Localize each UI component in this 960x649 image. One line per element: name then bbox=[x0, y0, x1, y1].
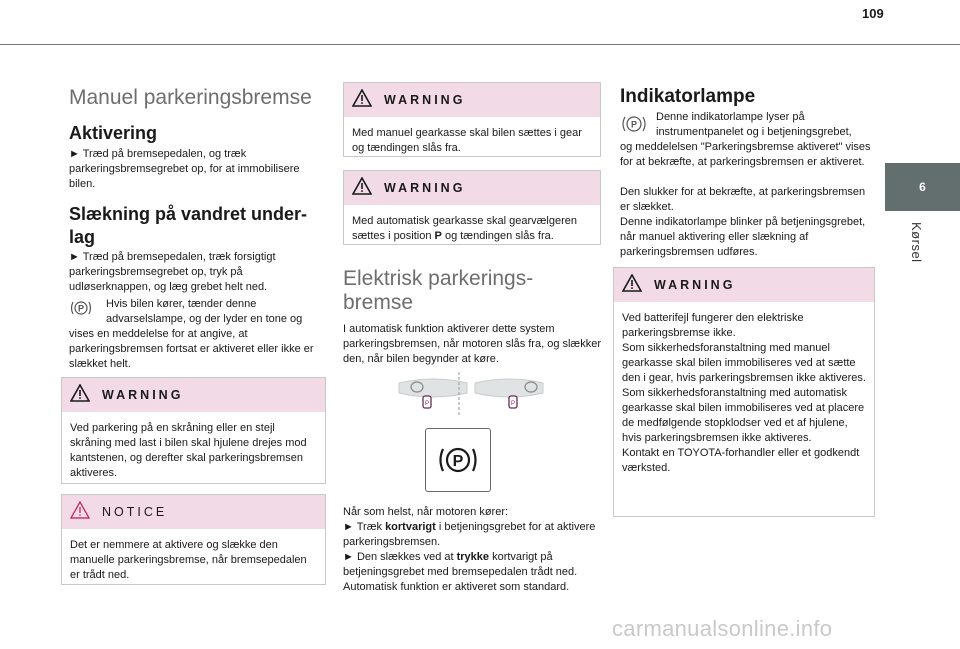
svg-text:P: P bbox=[630, 119, 638, 130]
section-title-electric-line2: bremse bbox=[343, 291, 414, 314]
electric-intro: I automatisk funktion aktiverer dette system parkeringsbremsen, når motoren slås fra, og slækker den, når bilen begynder at køre. bbox=[343, 323, 601, 365]
notice-header bbox=[62, 495, 325, 529]
svg-text:P: P bbox=[510, 401, 516, 407]
chapter-tab[interactable] bbox=[885, 163, 960, 211]
notice-title: NOTICE bbox=[102, 505, 168, 519]
svg-text:P: P bbox=[77, 303, 85, 314]
pull-prefix: ► Træk bbox=[343, 521, 386, 533]
parking-brake-indicator-icon bbox=[620, 114, 648, 139]
warning-icon bbox=[622, 274, 642, 297]
section-title-electric-line1: Elektrisk parkerings- bbox=[343, 267, 534, 290]
warning-text-after: og tændingen slås fra. bbox=[441, 230, 554, 242]
indicator-line2: instrumentpanelet og i betjeningsgrebet, bbox=[656, 126, 852, 138]
warning-body: Ved parkering på en skråning eller en stejl skråning med last i bilen skal hjulene drejes mod kantstenen, og derefter skal parkeringsbremsen aktiveres. bbox=[70, 422, 307, 479]
switch-pull-illustration bbox=[393, 377, 473, 418]
parking-brake-indicator-icon bbox=[69, 299, 93, 322]
warning-p2: Som sikkerhedsforanstaltning med manuel gearkasse skal bilen immobiliseres ved at sætte den i gear, hvis parkeringsbremsen ikke aktiveres. bbox=[622, 342, 866, 384]
warning-header bbox=[614, 268, 874, 302]
parking-brake-button-icon bbox=[425, 428, 491, 492]
warning-icon bbox=[70, 384, 90, 407]
indicator-line1: Denne indikatorlampe lyser på bbox=[656, 111, 805, 123]
indicator-text-line2: advarselslampe, og der lyder en tone og bbox=[106, 313, 303, 325]
pull-instruction bbox=[343, 520, 601, 550]
engine-running-text: Når som helst, når motoren kører: bbox=[343, 506, 509, 518]
warning-icon bbox=[352, 89, 372, 112]
warning-p4: Kontakt en TOYOTA-forhandler eller et godkendt værksted. bbox=[622, 447, 860, 474]
warning-header bbox=[62, 378, 325, 412]
warning-box-slope bbox=[61, 377, 326, 484]
push-prefix: ► Den slækkes ved at bbox=[343, 551, 457, 563]
indicator-text-line1: Hvis bilen kører, tænder denne bbox=[106, 298, 257, 310]
heading-activation: Aktivering bbox=[69, 123, 158, 143]
warning-p3: Som sikkerhedsforanstaltning med automatisk gearkasse skal bilen immobiliseres ved at placere de medfølgende stopklodser ved et af hjulene, hvis parkeringsbremsen ikke aktiveres. bbox=[622, 387, 865, 444]
notice-icon bbox=[70, 501, 90, 524]
warning-box-battery bbox=[613, 267, 875, 517]
watermark: carmanualsonline.info bbox=[612, 616, 833, 641]
warning-p1: Ved batterifejl fungerer den elektriske parkeringsbremse ikke. bbox=[622, 312, 804, 339]
warning-title: WARNING bbox=[654, 278, 736, 292]
push-instruction bbox=[343, 550, 601, 580]
pull-suffix: i betjeningsgrebet for at aktivere parkeringsbremsen. bbox=[343, 521, 596, 548]
warning-text-before: Med automatisk gearkasse skal gearvælgeren sættes i position bbox=[352, 215, 578, 242]
release-text: ► Træd på bremsepedalen, træk forsigtigt parkeringsbremsegrebet op, tryk på udløserknappen, og læg grebet helt ned. bbox=[69, 251, 276, 293]
notice-box bbox=[61, 494, 326, 585]
warning-title: WARNING bbox=[102, 388, 184, 402]
section-title-manual: Manuel parkeringsbremse bbox=[69, 86, 312, 109]
top-divider bbox=[0, 44, 960, 45]
chapter-number: 6 bbox=[919, 180, 926, 194]
chapter-label-text: Kørsel bbox=[909, 222, 924, 263]
warning-body bbox=[344, 205, 600, 252]
push-bold: trykke bbox=[456, 551, 490, 563]
warning-header bbox=[344, 83, 600, 117]
warning-text-bold: P bbox=[434, 230, 442, 242]
page-number: 109 bbox=[862, 6, 884, 21]
warning-title: WARNING bbox=[384, 181, 466, 195]
release-text-continued: vises en meddelelse for at angive, at parkeringsbremsen fortsat er aktiveret eller ikke er slækket helt. bbox=[69, 328, 314, 370]
warning-title: WARNING bbox=[384, 93, 466, 107]
auto-default-text: Automatisk funktion er aktiveret som standard. bbox=[343, 581, 570, 593]
heading-release-line1: Slækning på vandret under- bbox=[69, 204, 308, 224]
svg-text:P: P bbox=[452, 453, 464, 470]
heading-release-line2: lag bbox=[69, 227, 96, 247]
pull-bold: kortvarigt bbox=[385, 521, 436, 533]
indicator-text-3: Denne indikatorlampe blinker på betjeningsgrebet, når manuel aktivering eller slækning af parkeringsbremsen udføres. bbox=[620, 216, 866, 258]
switch-divider bbox=[457, 372, 461, 421]
warning-box-manual-gearbox bbox=[343, 82, 601, 157]
warning-body: Med manuel gearkasse skal bilen sættes i gear og tændingen slås fra. bbox=[352, 127, 582, 154]
warning-body bbox=[614, 302, 874, 484]
warning-icon bbox=[352, 177, 372, 200]
heading-indicator: Indikatorlampe bbox=[620, 86, 756, 107]
indicator-text-2: Den slukker for at bekræfte, at parkeringsbremsen er slækket. bbox=[620, 186, 866, 213]
activation-text: ► Træd på bremsepedalen, og træk parkeringsbremsegrebet op, for at immobilisere bilen. bbox=[69, 148, 300, 190]
switch-push-illustration bbox=[469, 377, 549, 418]
notice-body: Det er nemmere at aktivere og slække den manuelle parkeringsbremse, når bremsepedalen er trådt ned. bbox=[70, 539, 307, 581]
chapter-label bbox=[909, 222, 929, 282]
indicator-text-1: og meddelelsen "Parkeringsbremse aktiveret" vises for at bekræfte, at parkeringsbremsen er aktiveret. bbox=[620, 141, 871, 168]
warning-header bbox=[344, 171, 600, 205]
warning-box-automatic-gearbox bbox=[343, 170, 601, 245]
svg-text:P: P bbox=[424, 401, 430, 407]
push-suffix: kortvarigt på betjeningsgrebet med bremsepedalen trådt ned. bbox=[343, 551, 578, 578]
